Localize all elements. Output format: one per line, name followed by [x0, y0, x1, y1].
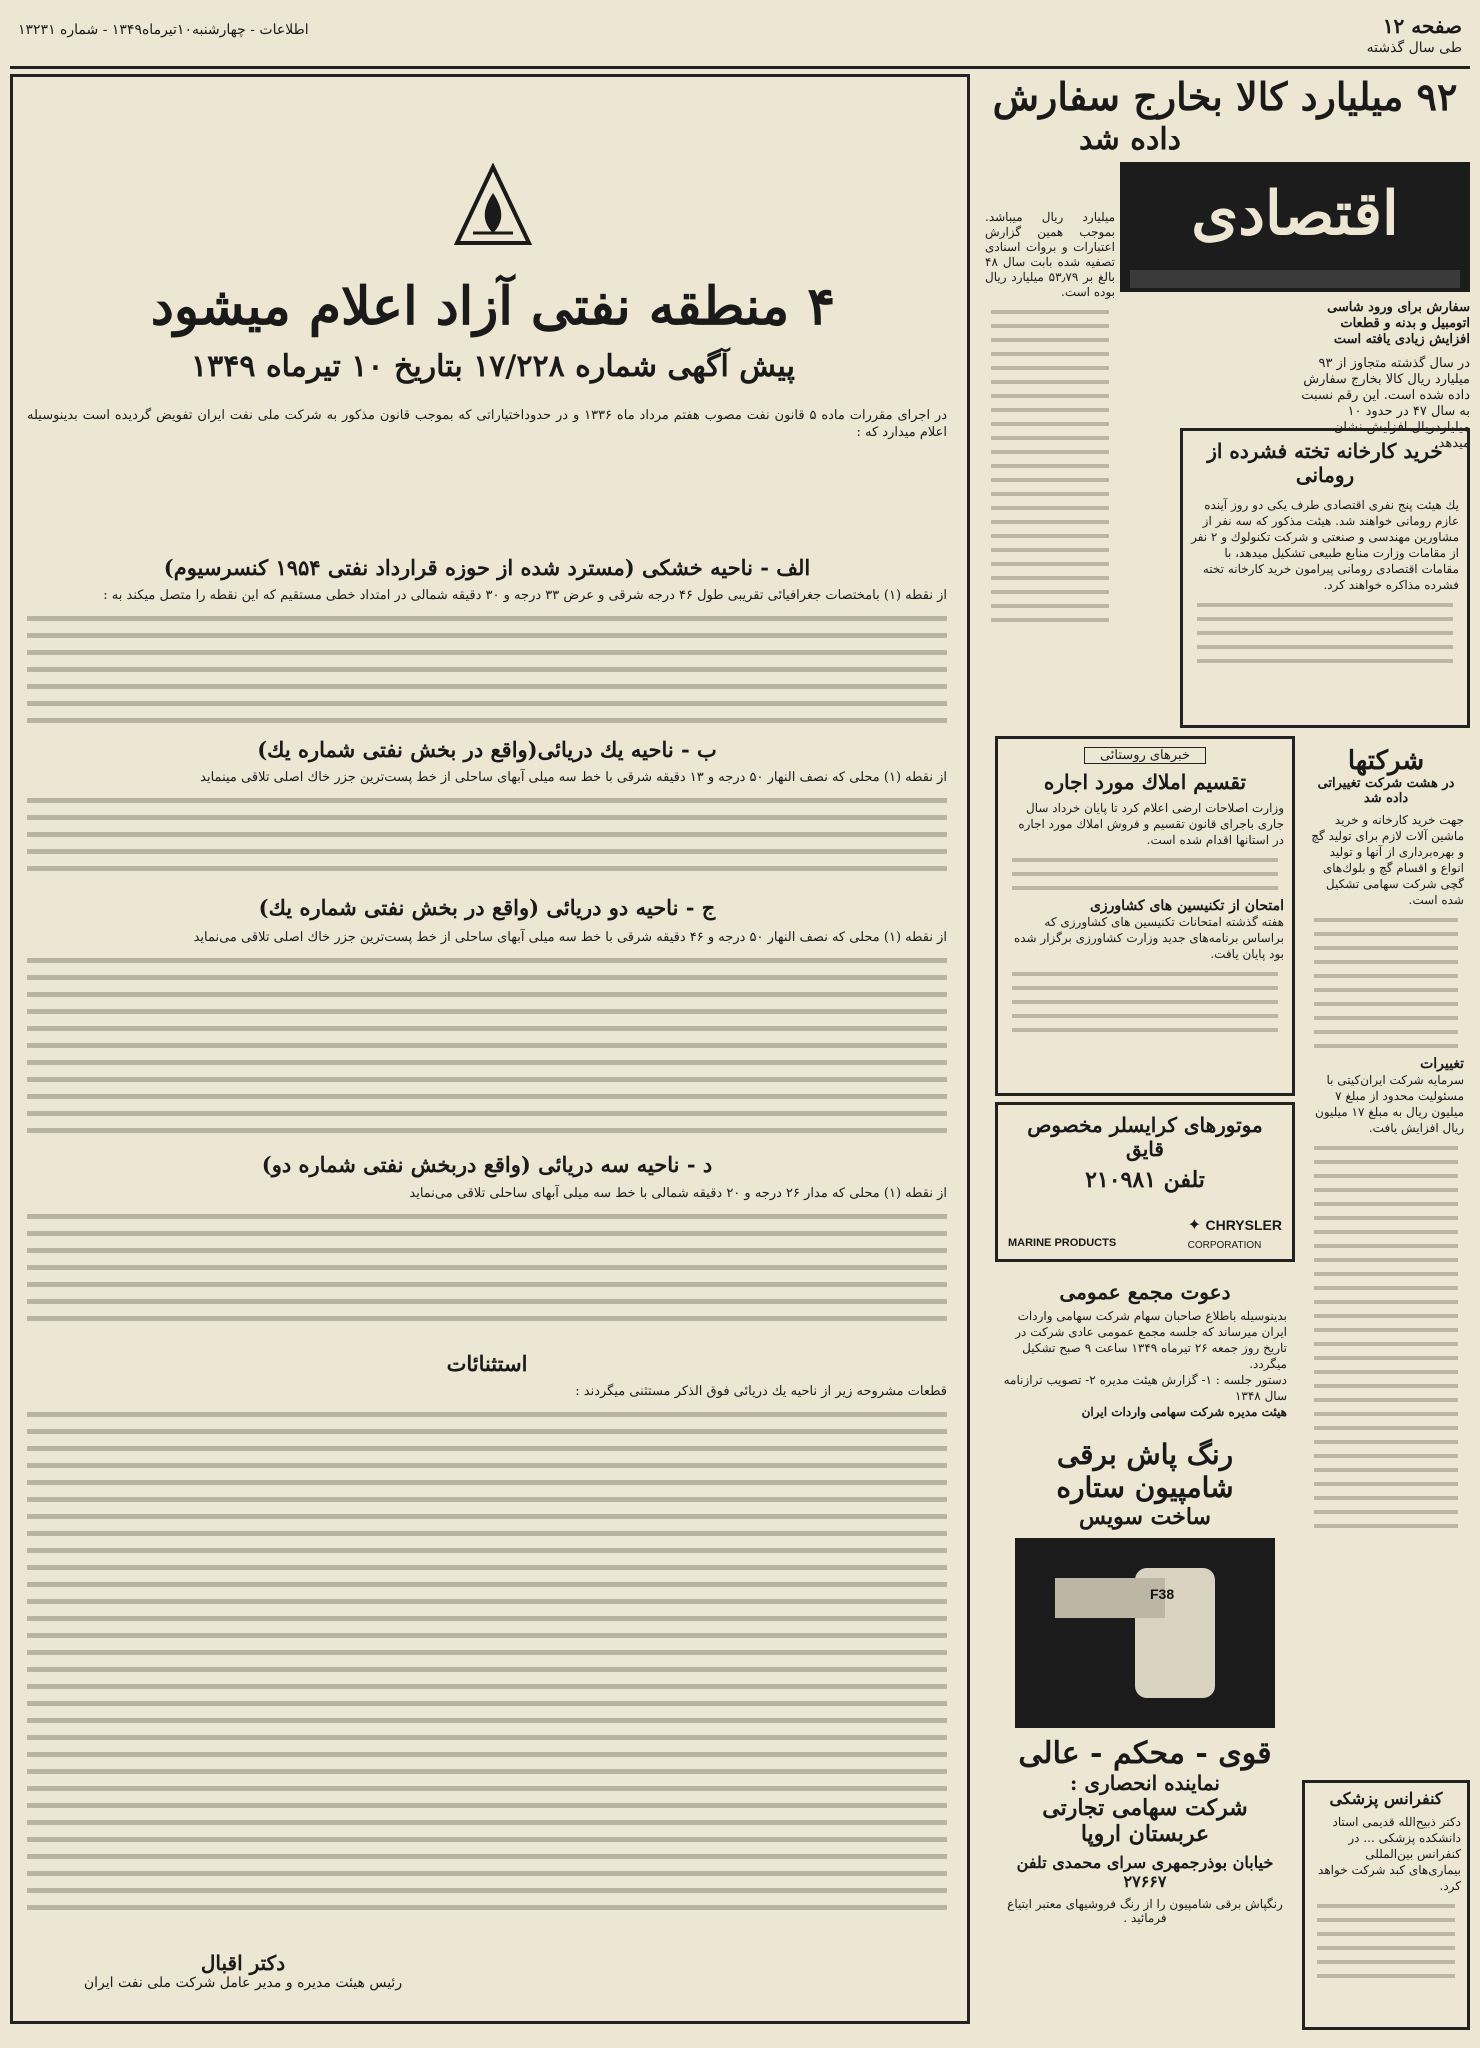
rural-subtitle: امتحان از تکنیسین های کشاورزی: [1089, 898, 1284, 914]
page-header: [10, 10, 1470, 69]
chrysler-line-1: موتورهای کرایسلر مخصوص قایق: [1027, 1113, 1263, 1161]
economy-lead-body: در سال گذشته متجاوز از ۹۳ میلیارد ریال کالا بخارج سفارش داده شده است. این رقم نسبت به سال ۴۷ در حدود ۱۰ میلیاردریال افزایش نشان میدهد.: [1301, 356, 1470, 451]
section-c-body: [27, 929, 947, 1133]
newspaper-page: [10, 10, 1470, 2038]
economy-body-text: میلیارد ریال میباشد. بموجب همین گزارش اعتبارات و بروات اسنادی تصفیه شده بابت سال ۴۸ بالغ بر ۵۳٫۷۹ میلیارد ریال بوده است.: [985, 210, 1115, 299]
chrysler-phone: تلفن ۲۱۰۹۸۱: [1085, 1167, 1205, 1193]
champion-agent-label: نماینده انحصاری :: [1070, 1771, 1220, 1795]
champion-footer: رنگپاش برقی شامپیون را از رنگ فروشیهای معتبر ابتیاع فرمائید .: [1007, 1897, 1283, 1925]
section-d-first: از نقطه (۱) محلی که مدار ۲۶ درجه و ۲۰ دقیقه شمالی با خط سه میلی آبهای ساحلی تلاقی می‌نماید: [409, 1186, 947, 1201]
companies-body-2: سرمایه شرکت ایران‌کیتی با مسئولیت محدود از مبلغ ۷ میلیون ریال به مبلغ ۱۷ میلیون ریال افزایش یافت.: [1315, 1073, 1464, 1135]
section-b-body: [27, 769, 947, 871]
main-headline: ۴ منطقه نفتی آزاد اعلام میشود: [150, 276, 836, 337]
rural-body-2: هفته گذشته امتحانات تکنیسین های کشاورزی که براساس برنامه‌های جدید وزارت کشاورزی برگزار شده بود پایان یافت.: [1013, 915, 1284, 961]
section-b-heading: ب - ناحیه یك دریائی(واقع در بخش نفتی شماره یك): [257, 737, 717, 762]
section-c-first: از نقطه (۱) محلی که نصف النهار ۵۰ درجه و ۴۶ دقیقه شرقی با خط سه میلی آبهای ساحلی از خط پست‌ترین جزر خاك اصلی تلاقی می‌نماید: [193, 930, 947, 945]
economy-body: [985, 210, 1115, 622]
companies-title: شرکتها: [1347, 746, 1425, 776]
companies-column: [1302, 740, 1470, 1670]
meeting-notice: [995, 1272, 1295, 1422]
page-kicker: طی سال گذشته: [1366, 40, 1462, 56]
main-article: [10, 74, 970, 2024]
medical-body: دکتر ذبیح‌الله قدیمی استاد دانشکده پزشکی ... در کنفرانس بین‌المللی بیماری‌های کبد شرکت خواهد کرد.: [1318, 1815, 1461, 1893]
intro-text: در اجرای مقررات ماده ۵ قانون نفت مصوب هفتم مرداد ماه ۱۳۳۶ و در حدوداختیاراتی که بموجب قانون مذکور به شرکت ملی نفت ایران تفویض گردیده است بدینوسیله اعلام میدارد که :: [27, 408, 948, 440]
notice-body: بدینوسیله باطلاع صاحبان سهام شرکت سهامی واردات ایران میرساند که جلسه مجمع عمومی عادی شرکت در تاریخ روز جمعه ۲۶ تیرماه ۱۳۴۹ ساعت ۹ صبح تشکیل میگردد.: [1015, 1309, 1287, 1371]
section-b-first: از نقطه (۱) محلی که نصف النهار ۵۰ درجه و ۱۳ دقیقه شرقی با خط سه میلی آبهای ساحلی از خط پست‌ترین جزر خاك اصلی تلاقی مینماید: [200, 770, 947, 785]
medical-conference-box: [1302, 1780, 1470, 2030]
companies-body: جهت خرید کارخانه و خرید ماشین آلات لازم برای تولید گچ و بهره‌برداری از آنها و تولید انواع و اقسام گچ و بلوك‌های گچی شرکت سهامی تشکیل شده است.: [1311, 813, 1464, 907]
section-a-first: از نقطه (۱) بامختصات جغرافیائی تقریبی طول ۴۶ درجه شرقی و عرض ۳۳ درجه و ۳۰ دقیقه شمالی در امتداد خطی مستقیم که این نقطه را متصل میکند به :: [103, 588, 947, 603]
medical-title: کنفرانس پزشکی: [1329, 1789, 1443, 1808]
economy-lead-text: سفارش برای ورود شاسی اتومبیل و بدنه و قطعات افزایش زیادی یافته است: [1327, 300, 1470, 347]
issue-line: اطلاعات - چهارشنبه۱۰تیرماه۱۳۴۹ - شماره ۱۳۲۳۱: [18, 22, 309, 38]
signature-block: [43, 1951, 443, 1991]
champion-model: F38: [1150, 1586, 1175, 1602]
section-d-heading: د - ناحیه سه دریائی (واقع دربخش نفتی شماره دو): [261, 1152, 713, 1177]
section-a-body: [27, 587, 947, 723]
rural-body: وزارت اصلاحات ارضی اعلام کرد تا پایان خرداد سال جاری باجرای قانون تقسیم و فروش املاك مورد اجاره در استانها اقدام شده است.: [1018, 801, 1284, 847]
rural-news-badge: خبرهای روستائی: [1084, 747, 1206, 764]
exceptions-first: قطعات مشروحه زیر از ناحیه یك دریائی فوق الذکر مستثنی میگردند :: [575, 1384, 947, 1399]
champion-title: رنگ پاش برقی شامپیون ستاره: [1056, 1438, 1234, 1504]
chrysler-corp: CORPORATION: [1187, 1240, 1262, 1251]
signature-title: رئیس هیئت مدیره و مدیر عامل شرکت ملی نفت ایران: [83, 1975, 403, 1991]
signature-name: دکتر اقبال: [200, 1951, 286, 1975]
plywood-box: [1180, 428, 1470, 728]
page-number: صفحه ۱۲: [1382, 14, 1462, 38]
chrysler-name: CHRYSLER: [1205, 1217, 1282, 1233]
companies-subtitle-2: تغییرات: [1420, 1056, 1464, 1072]
economy-headline-2: داده شد: [1078, 122, 1182, 157]
champion-subtitle: ساخت سویس: [1079, 1504, 1211, 1530]
section-c-heading: ج - ناحیه دو دریائی (واقع در بخش نفتی شماره یك): [258, 895, 716, 920]
champion-slogan: قوی - محکم - عالی: [1018, 1736, 1272, 1771]
spray-gun-photo: [1015, 1538, 1275, 1728]
champion-address: خیابان بوذرجمهری سرای محمدی تلفن ۲۷۶۶۷: [1016, 1853, 1274, 1891]
economy-logo-text: اقتصادی: [1191, 179, 1399, 249]
rural-title: تقسیم املاك مورد اجاره: [1043, 770, 1247, 794]
champion-company: شرکت سهامی تجارتی عربستان اروپا: [1042, 1795, 1248, 1847]
exceptions-body: [27, 1383, 947, 1910]
marine-products-label: MARINE PRODUCTS: [1008, 1237, 1117, 1249]
section-d-body: [27, 1185, 947, 1321]
chrysler-brand: [1188, 1215, 1282, 1253]
plywood-body: یك هیئت پنج نفری اقتصادی طرف یکی دو روز آینده عازم رومانی خواهند شد. هیئت مذکور که سه نفر از مشاورین مهندسی و صنعتی و شرکت تکنولوك و ۲ نفر از مقامات وزارت منابع طبیعی تشکیل میدهد، با مقامات اقتصادی رومانی پیرامون خرید کارخانه تخته فشرده مذاکره خواهند کرد.: [1191, 498, 1459, 592]
nioc-flame-logo: [453, 163, 533, 253]
exceptions-heading: استثنائات: [446, 1351, 528, 1376]
economy-headline: ۹۲ میلیارد کالا بخارج سفارش: [992, 74, 1458, 119]
pentastar-icon: ✦: [1187, 1217, 1202, 1234]
factory-skyline-icon: [1130, 270, 1460, 288]
champion-ad: [995, 1430, 1295, 2030]
notice-sign: هیئت مدیره شرکت سهامی واردات ایران: [1081, 1405, 1287, 1419]
notice-agenda: دستور جلسه : ۱- گزارش هیئت مدیره ۲- تصویب ترازنامه سال ۱۳۴۸: [1003, 1373, 1287, 1403]
companies-subtitle: در هشت شرکت تغییراتی داده شد: [1317, 776, 1455, 806]
economy-section-logo: [1120, 162, 1470, 292]
main-subheadline: پیش آگهی شماره ۱۷/۲۲۸ بتاریخ ۱۰ تیرماه ۱۳۴۹: [191, 349, 795, 384]
plywood-title: خرید کارخانه تخته فشرده از رومانی: [1207, 439, 1443, 487]
chrysler-ad: [995, 1102, 1295, 1262]
notice-title: دعوت مجمع عمومی: [1059, 1280, 1231, 1304]
section-a-heading: الف - ناحیه خشکی (مسترد شده از حوزه قرارداد نفتی ۱۹۵۴ کنسرسیوم): [163, 555, 811, 580]
rural-news-box: [995, 736, 1295, 1096]
